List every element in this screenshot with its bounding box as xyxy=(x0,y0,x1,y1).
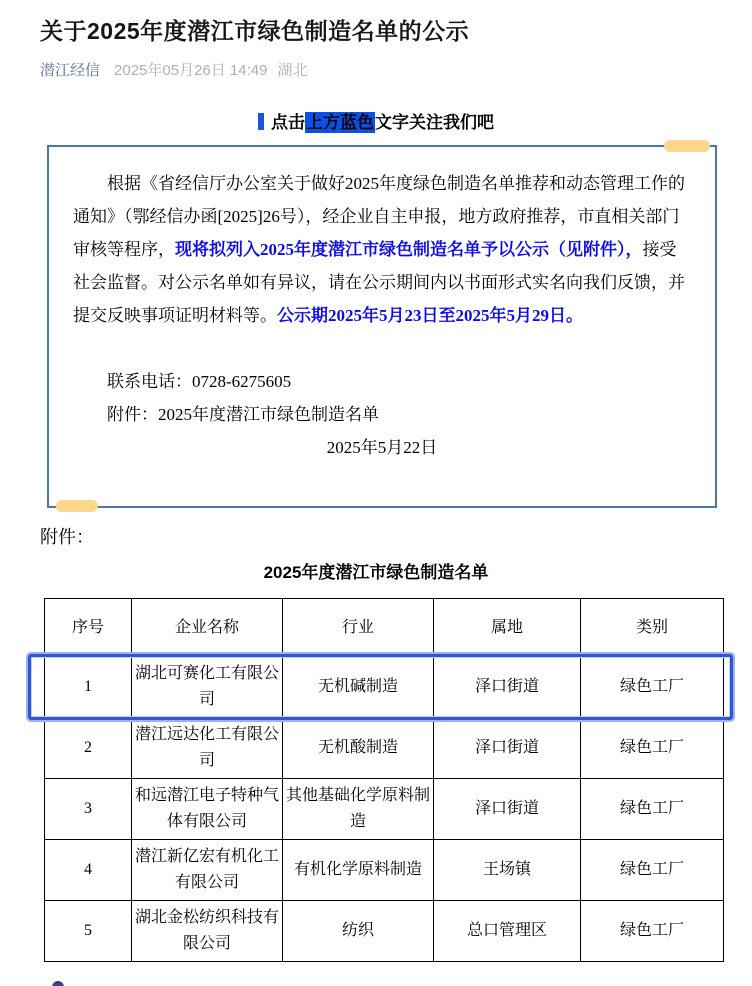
header-district: 属地 xyxy=(434,599,581,657)
table-cell: 泽口街道 xyxy=(434,779,581,840)
table-cell: 纺织 xyxy=(283,901,434,962)
notice-segment: 接受社会监督。对公示名单如有异议，请在公示期间内以书面形式实名向我们反馈，并提交反映事项证明材料等。 xyxy=(73,240,685,325)
publish-date: 2025年05月26日 14:49 xyxy=(114,62,268,79)
table-wrapper xyxy=(44,598,723,962)
notice-segment-emphasis: 公示期2025年5月23日至2025年5月29日。 xyxy=(277,306,583,325)
publish-location: 湖北 xyxy=(277,62,308,79)
header-company: 企业名称 xyxy=(132,599,283,657)
table-row xyxy=(45,657,724,718)
attachment-reference-line: 附件：2025年度潜江市绿色制造名单 xyxy=(107,405,379,424)
table-cell: 绿色工厂 xyxy=(581,840,724,901)
table-cell: 无机酸制造 xyxy=(283,718,434,779)
table-cell: 绿色工厂 xyxy=(581,657,724,718)
follow-banner xyxy=(40,111,712,135)
yellow-marker-top-icon xyxy=(664,140,710,152)
issue-date-line: 2025年5月22日 xyxy=(326,438,438,457)
table-row xyxy=(45,901,724,962)
table-cell: 潜江新亿宏有机化工有限公司 xyxy=(132,840,283,901)
table-cell: 绿色工厂 xyxy=(581,718,724,779)
table-cell: 泽口街道 xyxy=(434,657,581,718)
table-cell: 绿色工厂 xyxy=(581,901,724,962)
banner-highlight: 上方蓝色 xyxy=(306,113,374,132)
table-title: 2025年度潜江市绿色制造名单 xyxy=(263,563,489,582)
table-cell: 3 xyxy=(45,779,132,840)
table-cell: 潜江远达化工有限公司 xyxy=(132,718,283,779)
table-row xyxy=(45,840,724,901)
byline xyxy=(40,59,712,80)
account-name-link[interactable]: 潜江经信 xyxy=(40,62,101,79)
green-manufacturing-table xyxy=(44,598,724,962)
table-cell: 王场镇 xyxy=(434,840,581,901)
table-cell: 4 xyxy=(45,840,132,901)
notice-segment-emphasis: 现将拟列入2025年度潜江市绿色制造名单予以公示（见附件）， xyxy=(175,240,643,259)
table-cell: 有机化学原料制造 xyxy=(283,840,434,901)
table-cell: 其他基础化学原料制造 xyxy=(283,779,434,840)
header-index: 序号 xyxy=(45,599,132,657)
table-header-row xyxy=(45,599,724,657)
notice-segment: 根据《省经信厅办公室关于做好2025年度绿色制造名单推荐和动态管理工作的通知》（鄂经信办函[2025]26号），经企业自主申报，地方政府推荐，市直相关部门审核等程序， xyxy=(73,174,685,259)
table-cell: 和远潜江电子特种气体有限公司 xyxy=(132,779,283,840)
header-industry: 行业 xyxy=(283,599,434,657)
table-row xyxy=(45,718,724,779)
table-cell: 无机碱制造 xyxy=(283,657,434,718)
table-row xyxy=(45,779,724,840)
table-cell: 总口管理区 xyxy=(434,901,581,962)
blue-bar-icon xyxy=(258,113,264,130)
table-cell: 5 xyxy=(45,901,132,962)
table-cell: 绿色工厂 xyxy=(581,779,724,840)
table-cell: 湖北金松纺织科技有限公司 xyxy=(132,901,283,962)
page-title: 关于2025年度潜江市绿色制造名单的公示 xyxy=(40,18,470,44)
yellow-marker-bottom-icon xyxy=(56,500,98,512)
table-cell: 2 xyxy=(45,718,132,779)
partial-emoji-icon xyxy=(52,981,64,986)
table-cell: 1 xyxy=(45,657,132,718)
contact-phone-line: 联系电话：0728-6275605 xyxy=(107,372,292,391)
banner-prefix: 点击 xyxy=(271,113,305,132)
notice-box xyxy=(47,145,717,508)
table-cell: 泽口街道 xyxy=(434,718,581,779)
notice-paragraph xyxy=(73,167,691,332)
header-category: 类别 xyxy=(581,599,724,657)
banner-suffix: 文字关注我们吧 xyxy=(375,113,494,132)
follow-banner-text xyxy=(258,111,494,135)
table-cell: 湖北可赛化工有限公司 xyxy=(132,657,283,718)
attachment-label: 附件： xyxy=(40,527,94,547)
